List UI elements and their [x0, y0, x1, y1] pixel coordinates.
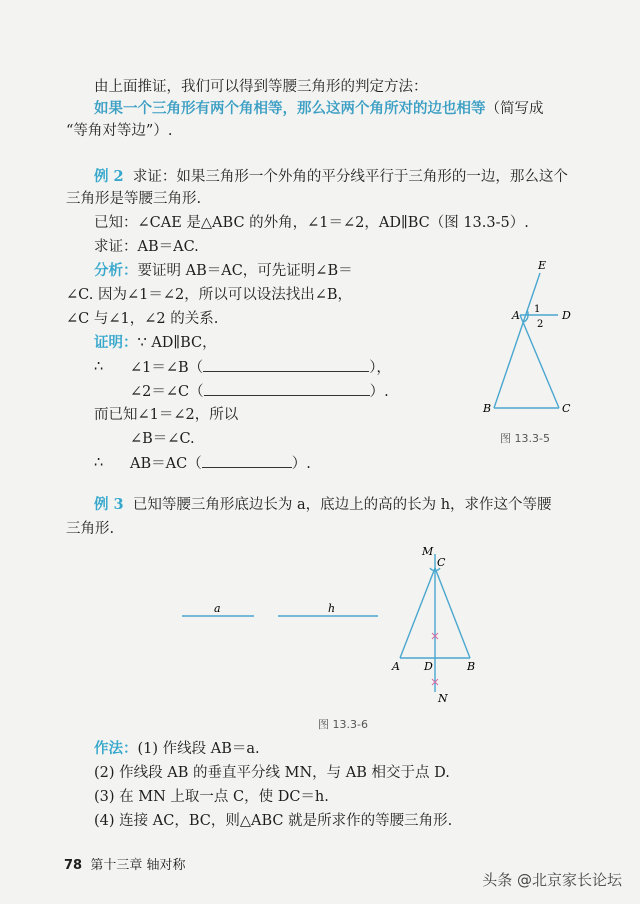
label-N: N	[438, 692, 448, 705]
example2-statement	[94, 166, 568, 188]
theorem-line	[94, 98, 544, 120]
proof-label: 证明：	[94, 334, 138, 351]
method-line-1	[94, 738, 260, 760]
answer-blank-2[interactable]	[204, 380, 370, 396]
proof-text-5: AB＝AC（	[130, 456, 202, 472]
example3-statement	[94, 494, 552, 516]
example3-label: 例 3	[94, 496, 124, 513]
example2-label: 例 2	[94, 168, 124, 185]
proof-text-1: ∠1＝∠B（	[130, 360, 204, 376]
method-step-2: (2) 作线段 AB 的垂直平分线 MN，与 AB 相交于点 D.	[94, 765, 450, 781]
page-footer	[64, 854, 186, 873]
label-D: D	[424, 660, 433, 673]
proof-line-2	[130, 380, 389, 403]
proof-step-5	[130, 452, 311, 475]
analysis-line-2: ∠C. 因为∠1＝∠2，所以可以设法找出∠B，	[66, 287, 352, 303]
label-1: 1	[534, 304, 541, 315]
proof-step-1	[130, 356, 391, 379]
answer-blank-3[interactable]	[202, 452, 292, 468]
label-h: h	[328, 602, 336, 615]
example2-given: 已知：∠CAE 是△ABC 的外角，∠1＝∠2，AD∥BC（图 13.3-5）.	[94, 215, 529, 231]
line-CB	[435, 568, 470, 658]
answer-blank-1[interactable]	[203, 356, 369, 372]
figure-13-3-6	[170, 540, 500, 710]
proof-end-1: ），	[369, 360, 391, 376]
intro-line: 由上面推证，我们可以得到等腰三角形的判定方法：	[94, 79, 428, 95]
proof-end-5: ）.	[291, 456, 311, 472]
example3-statement-cont: 三角形.	[66, 521, 115, 537]
label-B: B	[467, 660, 476, 673]
theorem-note: （简写成	[485, 101, 544, 117]
proof-line-0	[94, 332, 217, 354]
theorem-text: 如果一个三角形有两个角相等，那么这两个角所对的边也相等	[94, 100, 486, 117]
example3-statement-text: 已知等腰三角形底边长为 a，底边上的高的长为 h，求作这个等腰	[132, 497, 552, 513]
method-label: 作法：	[94, 740, 138, 757]
chapter-title: 第十三章 轴对称	[90, 858, 186, 873]
therefore-symbol-2: ∴	[94, 455, 104, 471]
figure-13-3-5	[470, 255, 610, 425]
line-CA	[400, 568, 435, 658]
label-M: M	[422, 545, 434, 558]
proof-text-2: ∠2＝∠C（	[130, 384, 204, 400]
example2-prove: 求证：AB＝AC.	[94, 239, 199, 255]
proof-line-3: 而已知∠1＝∠2，所以	[94, 407, 239, 423]
figure-13-3-5-caption: 图 13.3-5	[500, 432, 550, 445]
label-2: 2	[537, 319, 544, 330]
proof-line-5	[94, 452, 311, 474]
label-a: a	[214, 602, 221, 615]
theorem-note-line: “等角对等边”）.	[66, 123, 173, 139]
proof-line-1	[94, 356, 391, 378]
proof-end-2: ）.	[369, 384, 389, 400]
example2-statement-cont: 三角形是等腰三角形.	[66, 191, 202, 207]
label-C: C	[562, 402, 571, 415]
label-A: A	[392, 660, 400, 673]
figure-13-3-6-caption: 图 13.3-6	[318, 718, 368, 731]
label-C: C	[437, 556, 446, 569]
page-number: 78	[64, 858, 83, 873]
analysis-text-1: 要证明 AB＝AC，可先证明∠B＝	[137, 263, 353, 279]
method-step-3: (3) 在 MN 上取一点 C，使 DC＝h.	[94, 789, 329, 805]
analysis-line-3: ∠C 与∠1，∠2 的关系.	[66, 311, 219, 327]
analysis-line-1	[94, 260, 353, 282]
label-A: A	[512, 309, 520, 322]
example2-statement-text: 求证：如果三角形一个外角的平分线平行于三角形的一边，那么这个	[132, 169, 568, 185]
therefore-symbol: ∴	[94, 359, 104, 375]
label-B: B	[483, 402, 492, 415]
label-E: E	[538, 259, 547, 272]
analysis-label: 分析：	[94, 262, 138, 279]
line-EB	[494, 273, 540, 408]
label-D: D	[562, 309, 571, 322]
proof-text-0: ∵ AD∥BC，	[137, 335, 217, 351]
method-step-4: (4) 连接 AC，BC，则△ABC 就是所求作的等腰三角形.	[94, 813, 453, 829]
proof-line-4: ∠B＝∠C.	[130, 431, 195, 447]
watermark-text: 头条 @北京家长论坛	[482, 871, 622, 889]
method-step-1: (1) 作线段 AB＝a.	[137, 741, 260, 757]
